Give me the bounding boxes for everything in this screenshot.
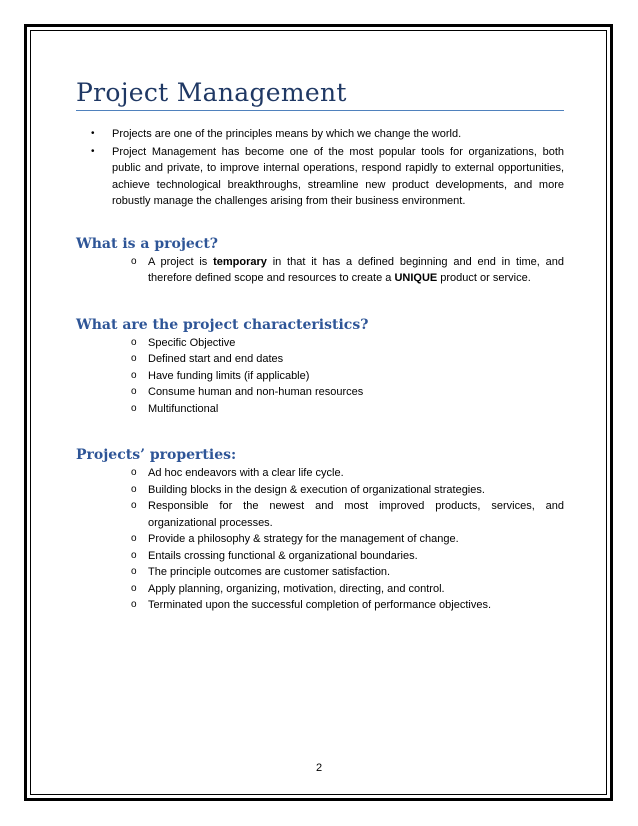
section-heading-properties: Projects’ properties: bbox=[76, 447, 237, 463]
definition-text bbox=[148, 256, 564, 285]
circle-bullet-icon: o bbox=[131, 353, 137, 364]
list-item-text: Specific Objective bbox=[148, 336, 236, 349]
section-heading-what-is-a-project: What is a project? bbox=[76, 235, 219, 252]
list-item bbox=[76, 144, 564, 210]
circle-bullet-icon: o bbox=[131, 402, 137, 414]
list-item bbox=[76, 351, 564, 368]
emphasis-unique: UNIQUE bbox=[394, 272, 438, 284]
list-item bbox=[76, 126, 564, 143]
list-item-text: Projects are one of the principles means by which we change the world. bbox=[112, 128, 462, 140]
page-number: 2 bbox=[315, 762, 323, 774]
list-item bbox=[76, 368, 564, 385]
list-item bbox=[76, 335, 564, 352]
circle-bullet-icon: o bbox=[131, 483, 137, 495]
list-item-text: The principle outcomes are customer satisfaction. bbox=[148, 566, 391, 578]
circle-bullet-icon: o bbox=[131, 386, 137, 397]
list-item-text: Entails crossing functional & organizational boundaries. bbox=[148, 549, 418, 562]
emphasis-temporary: temporary bbox=[213, 255, 267, 268]
list-item bbox=[76, 401, 564, 418]
circle-bullet-icon: o bbox=[131, 255, 137, 267]
list-item bbox=[76, 581, 564, 598]
intro-bullet-list bbox=[76, 126, 564, 210]
list-item bbox=[76, 531, 564, 548]
circle-bullet-icon: o bbox=[131, 500, 137, 511]
circle-bullet-icon: o bbox=[131, 566, 137, 577]
list-item-text: Defined start and end dates bbox=[148, 353, 284, 365]
list-item-text: Responsible for the newest and most improved products, services, and organizational processes. bbox=[148, 500, 564, 529]
bullet-icon: • bbox=[91, 145, 95, 157]
properties-list bbox=[76, 465, 564, 614]
circle-bullet-icon: o bbox=[131, 599, 137, 610]
list-item bbox=[76, 482, 564, 499]
circle-bullet-icon: o bbox=[131, 582, 137, 594]
circle-bullet-icon: o bbox=[131, 533, 137, 544]
circle-bullet-icon: o bbox=[131, 549, 137, 561]
section-heading-characteristics: What are the project characteristics? bbox=[76, 316, 369, 333]
circle-bullet-icon: o bbox=[131, 369, 137, 381]
circle-bullet-icon: o bbox=[131, 336, 137, 348]
list-item-text: Multifunctional bbox=[148, 402, 219, 415]
page-title: Project Management bbox=[76, 78, 564, 111]
bullet-icon: • bbox=[91, 128, 95, 139]
text-fragment: product or service. bbox=[437, 272, 531, 284]
list-item-text: Ad hoc endeavors with a clear life cycle. bbox=[148, 467, 344, 479]
list-item bbox=[76, 498, 564, 531]
list-item bbox=[76, 597, 564, 614]
list-item-text: Apply planning, organizing, motivation, directing, and control. bbox=[148, 582, 445, 595]
list-item bbox=[76, 384, 564, 401]
list-item bbox=[76, 548, 564, 565]
list-item-text: Consume human and non-human resources bbox=[148, 386, 364, 398]
document-body bbox=[76, 78, 564, 614]
list-item-text: Provide a philosophy & strategy for the management of change. bbox=[148, 533, 459, 545]
list-item bbox=[76, 254, 564, 287]
text-fragment: in that it has a defined beginning and end in time, and therefore defined scope and resources to create a bbox=[148, 255, 564, 284]
list-item-text: Project Management has become one of the most popular tools for organizations, both public and private, to improve internal operations, respond rapidly to external opportunities, achieve technological breakthroughs, streamline new product developments, and more robustly manage the challenges arising from their business environment. bbox=[112, 145, 564, 207]
list-item-text: Terminated upon the successful completion of performance objectives. bbox=[148, 599, 492, 611]
circle-bullet-icon: o bbox=[131, 467, 137, 478]
list-item-text: Have funding limits (if applicable) bbox=[148, 369, 310, 382]
list-item-text: Building blocks in the design & execution of organizational strategies. bbox=[148, 483, 485, 496]
text-fragment: A project is bbox=[148, 255, 214, 268]
project-definition-list bbox=[76, 254, 564, 287]
list-item bbox=[76, 564, 564, 581]
list-item bbox=[76, 465, 564, 482]
characteristics-list bbox=[76, 335, 564, 418]
